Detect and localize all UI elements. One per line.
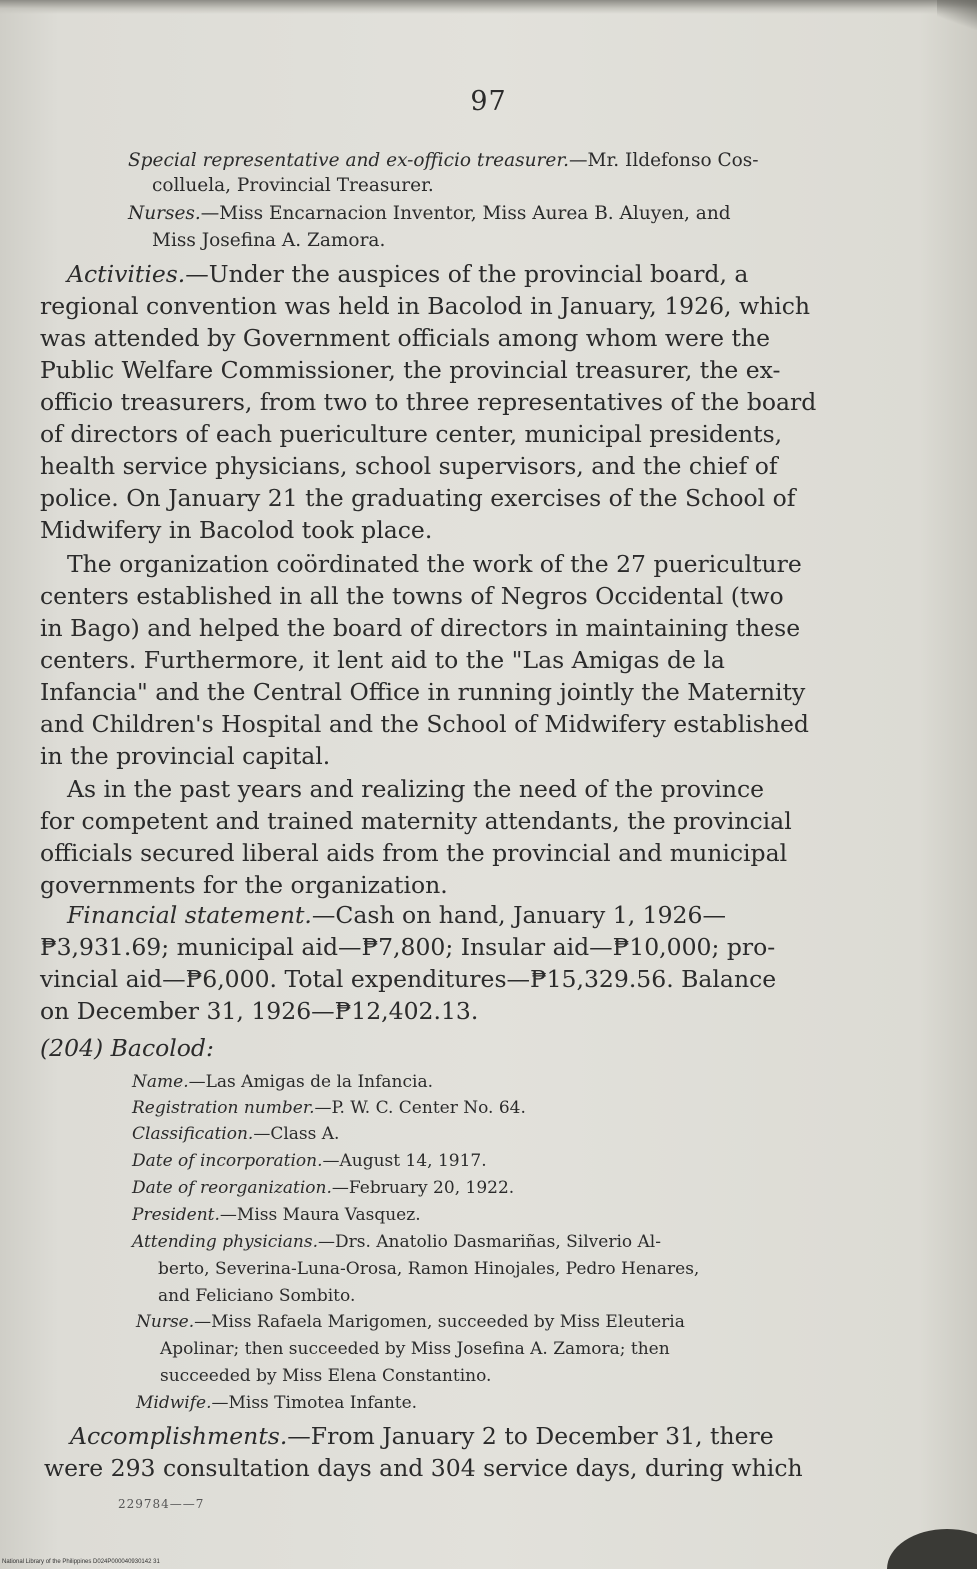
detail-line xyxy=(160,1368,491,1385)
paragraph-text: vincial aid—₱6,000. Total expenditures—₱15,329.56. Balance xyxy=(40,965,777,993)
accomplishments-label: Accomplishments. xyxy=(70,1422,288,1450)
detail-label: Attending physicians. xyxy=(132,1232,318,1252)
organization-line: in the provincial capital. xyxy=(40,742,331,770)
accomplishments-line xyxy=(70,1422,774,1450)
activities-line xyxy=(40,292,811,320)
organization-line: Infancia" and the Central Office in running jointly the Maternity xyxy=(40,678,806,706)
paragraph-text: regional convention was held in Bacolod in January, 1926, which xyxy=(40,292,811,320)
activities-line xyxy=(40,324,771,352)
scan-top-shadow xyxy=(0,0,977,14)
detail-line xyxy=(136,1314,685,1331)
detail-label: Nurse. xyxy=(136,1312,195,1332)
detail-text: —Miss Timotea Infante. xyxy=(211,1393,418,1413)
past-years-line: for competent and trained maternity attendants, the provincial xyxy=(40,807,792,835)
activities-label: Activities. xyxy=(67,260,186,288)
paragraph-text: police. On January 21 the graduating exercises of the School of xyxy=(40,484,796,512)
scan-corner-shadow xyxy=(937,0,977,30)
scan-credit: National Library of the Philippines D024P000040930142 31 xyxy=(2,1559,160,1565)
detail-line xyxy=(160,1341,670,1358)
paragraph-text: —Under the auspices of the provincial board, a xyxy=(185,260,749,288)
detail-text: —August 14, 1917. xyxy=(322,1151,487,1171)
detail-line xyxy=(132,1180,514,1197)
detail-label: Date of incorporation. xyxy=(132,1151,323,1171)
detail-label: Classification. xyxy=(132,1124,254,1144)
activities-line xyxy=(40,420,783,448)
organization-line: centers. Furthermore, it lent aid to the "Las Amigas de la xyxy=(40,646,725,674)
activities-line xyxy=(67,260,749,288)
activities-line xyxy=(40,484,796,512)
detail-line xyxy=(136,1395,417,1412)
printer-signature: 229784——7 xyxy=(118,1497,205,1511)
detail-label: Date of reorganization. xyxy=(132,1178,332,1198)
detail-text: —Miss Rafaela Marigomen, succeeded by Miss Eleuteria xyxy=(194,1312,685,1332)
paragraph-text: —From January 2 to December 31, there xyxy=(287,1422,774,1450)
detail-line xyxy=(158,1261,699,1278)
officer-text: Miss Josefina A. Zamora. xyxy=(152,230,386,251)
officer-line xyxy=(128,205,731,224)
detail-line xyxy=(132,1207,421,1224)
detail-label: President. xyxy=(132,1205,220,1225)
paragraph-text: ₱3,931.69; municipal aid—₱7,800; Insular aid—₱10,000; pro- xyxy=(40,933,776,961)
organization-line: and Children's Hospital and the School of Midwifery established xyxy=(40,710,809,738)
detail-text: —P. W. C. Center No. 64. xyxy=(314,1098,526,1118)
detail-line xyxy=(132,1074,433,1091)
paragraph-text: Midwifery in Bacolod took place. xyxy=(40,516,433,544)
page-curl-shadow xyxy=(887,1529,977,1569)
past-years-line: officials secured liberal aids from the provincial and municipal xyxy=(40,839,788,867)
page-number: 97 xyxy=(470,86,507,117)
paragraph-text: was attended by Government officials among whom were the xyxy=(40,324,771,352)
past-years-line: As in the past years and realizing the need of the province xyxy=(67,775,765,803)
paragraph-text: —Cash on hand, January 1, 1926— xyxy=(311,901,726,929)
officer-line xyxy=(152,232,385,251)
financial-line xyxy=(67,901,726,929)
paragraph-text: officio treasurers, from two to three representatives of the board xyxy=(40,388,817,416)
detail-text: —Las Amigas de la Infancia. xyxy=(188,1072,434,1092)
activities-line xyxy=(40,356,781,384)
detail-text: —Drs. Anatolio Dasmariñas, Silverio Al- xyxy=(317,1232,661,1252)
detail-line xyxy=(132,1234,661,1251)
detail-text: —February 20, 1922. xyxy=(331,1178,515,1198)
paragraph-text: were 293 consultation days and 304 service days, during which xyxy=(44,1454,803,1482)
financial-line xyxy=(40,933,776,961)
officer-label: Special representative and ex-officio treasurer. xyxy=(128,150,570,171)
paragraph-text: health service physicians, school supervisors, and the chief of xyxy=(40,452,778,480)
detail-text: —Miss Maura Vasquez. xyxy=(219,1205,421,1225)
organization-line: in Bago) and helped the board of directors in maintaining these xyxy=(40,614,801,642)
past-years-line: governments for the organization. xyxy=(40,871,448,899)
financial-line xyxy=(40,997,479,1025)
paragraph-text: Public Welfare Commissioner, the provincial treasurer, the ex- xyxy=(40,356,781,384)
detail-label: Midwife. xyxy=(136,1393,212,1413)
paragraph-text: on December 31, 1926—₱12,402.13. xyxy=(40,997,479,1025)
detail-text: and Feliciano Sombito. xyxy=(158,1286,356,1306)
activities-line xyxy=(40,452,778,480)
officer-text: colluela, Provincial Treasurer. xyxy=(152,175,434,196)
detail-text: —Class A. xyxy=(253,1124,340,1144)
detail-line xyxy=(132,1153,487,1170)
organization-line: The organization coördinated the work of the 27 puericulture xyxy=(67,550,802,578)
officer-text: —Miss Encarnacion Inventor, Miss Aurea B. Aluyen, and xyxy=(200,203,731,224)
organization-line: centers established in all the towns of Negros Occidental (two xyxy=(40,582,784,610)
paragraph-text: of directors of each puericulture center, municipal presidents, xyxy=(40,420,783,448)
activities-line xyxy=(40,388,817,416)
detail-line xyxy=(132,1126,339,1143)
detail-text: Apolinar; then succeeded by Miss Josefina A. Zamora; then xyxy=(160,1339,670,1359)
activities-line xyxy=(40,516,433,544)
detail-line xyxy=(158,1288,355,1305)
detail-label: Registration number. xyxy=(132,1098,315,1118)
detail-label: Name. xyxy=(132,1072,189,1092)
financial-label: Financial statement. xyxy=(67,901,312,929)
accomplishments-line xyxy=(44,1454,803,1482)
detail-text: berto, Severina-Luna-Orosa, Ramon Hinojales, Pedro Henares, xyxy=(158,1259,700,1279)
detail-line xyxy=(132,1100,526,1117)
officer-label: Nurses. xyxy=(128,203,201,224)
detail-text: succeeded by Miss Elena Constantino. xyxy=(160,1366,492,1386)
officer-text: —Mr. Ildefonso Cos- xyxy=(569,150,759,171)
financial-line xyxy=(40,965,777,993)
officer-line xyxy=(128,152,759,171)
section-heading: (204) Bacolod: xyxy=(40,1034,214,1062)
officer-line xyxy=(152,177,434,196)
